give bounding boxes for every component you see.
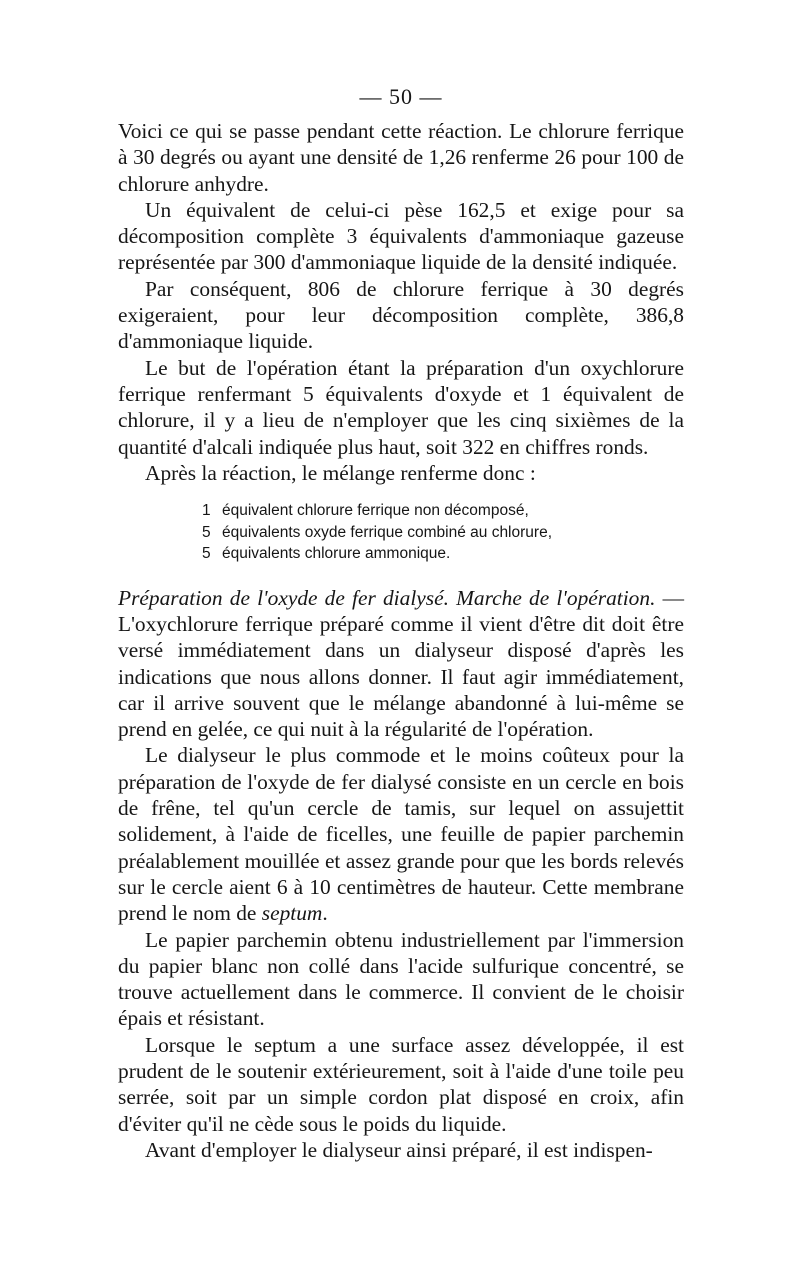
- list-item-text: équivalent chlorure ferrique non décomposé,: [222, 502, 529, 520]
- list-item-quantity: 5: [202, 545, 211, 563]
- page-number: — 50 —: [359, 84, 443, 109]
- section-title: Préparation de l'oxyde de fer dialysé. Marche de l'opération.: [118, 585, 656, 610]
- dialyseur-text: Le dialyseur le plus commode et le moins coûteux pour la préparation de l'oxyde de fer dialysé consiste en un cercle en bois de frêne, tel qu'un cercle de tamis, sur lequel on assujettit solidement, à l'aide de ficelles, une feuille de papier parchemin préalablement mouillée et assez grande pour que les bords relevés sur le cercle aient 6 à 10 centimètres de hauteur. Cette membrane prend le nom de: [118, 743, 684, 926]
- section-paragraph: [118, 585, 684, 743]
- list-item-quantity: 1: [202, 502, 211, 520]
- septum-term: septum: [261, 901, 323, 926]
- paragraph-reaction: Voici ce qui se passe pendant cette réaction. Le chlorure ferrique à 30 degrés ou ayant une densité de 1,26 renferme 26 pour 100 de chlorure anhydre.: [118, 119, 684, 196]
- paragraph-before-use: Avant d'employer le dialyseur ainsi préparé, il est indispen-: [145, 1137, 653, 1162]
- paragraph-equivalent: Un équivalent de celui-ci pèse 162,5 et exige pour sa décomposition complète 3 équivalents d'ammoniaque gazeuse représentée par 300 d'ammoniaque liquide de la densité indiquée.: [118, 197, 684, 275]
- list-item: [202, 543, 684, 565]
- list-item: [202, 500, 684, 522]
- list-item-text: équivalents chlorure ammonique.: [222, 545, 451, 563]
- paragraph-dialyseur: [118, 742, 684, 926]
- list-item-text: équivalents oxyde ferrique combiné au chlorure,: [222, 523, 552, 541]
- list-item: [202, 522, 684, 544]
- document-page: [118, 82, 684, 1163]
- paragraph-after-reaction: Après la réaction, le mélange renferme donc :: [145, 460, 536, 485]
- paragraph-septum-support: Lorsque le septum a une surface assez développée, il est prudent de le soutenir extérieurement, soit à l'aide d'une toile peu serrée, soit par un simple cordon plat disposé en croix, afin d'éviter qu'il ne cède sous le poids du liquide.: [118, 1032, 684, 1136]
- paragraph-parchment: Le papier parchemin obtenu industriellement par l'immersion du papier blanc non collé dans l'acide sulfurique concentré, se trouve actuellement dans le commerce. Il convient de le choisir épais et résistant.: [118, 927, 684, 1031]
- mixture-composition-list: [202, 500, 684, 565]
- paragraph-consequence: Par conséquent, 806 de chlorure ferrique à 30 degrés exigeraient, pour leur décomposition complète, 386,8 d'ammoniaque liquide.: [118, 276, 684, 354]
- section-body: — L'oxychlorure ferrique préparé comme il vient d'être dit doit être versé immédiatement dans un dialyseur disposé d'après les indications que nous allons donner. Il faut agir immédiatement, car il arrive souvent que le mélange abandonné à lui-même se prend en gelée, ce qui nuit à la régularité de l'opération.: [118, 585, 684, 742]
- list-item-quantity: 5: [202, 523, 211, 541]
- dialyseur-text-end: .: [322, 901, 328, 926]
- paragraph-purpose: Le but de l'opération étant la préparation d'un oxychlorure ferrique renfermant 5 équivalents d'oxyde et 1 équivalent de chlorure, il y a lieu de n'employer que les cinq sixièmes de la quantité d'alcali indiquée plus haut, soit 322 en chiffres ronds.: [118, 355, 684, 459]
